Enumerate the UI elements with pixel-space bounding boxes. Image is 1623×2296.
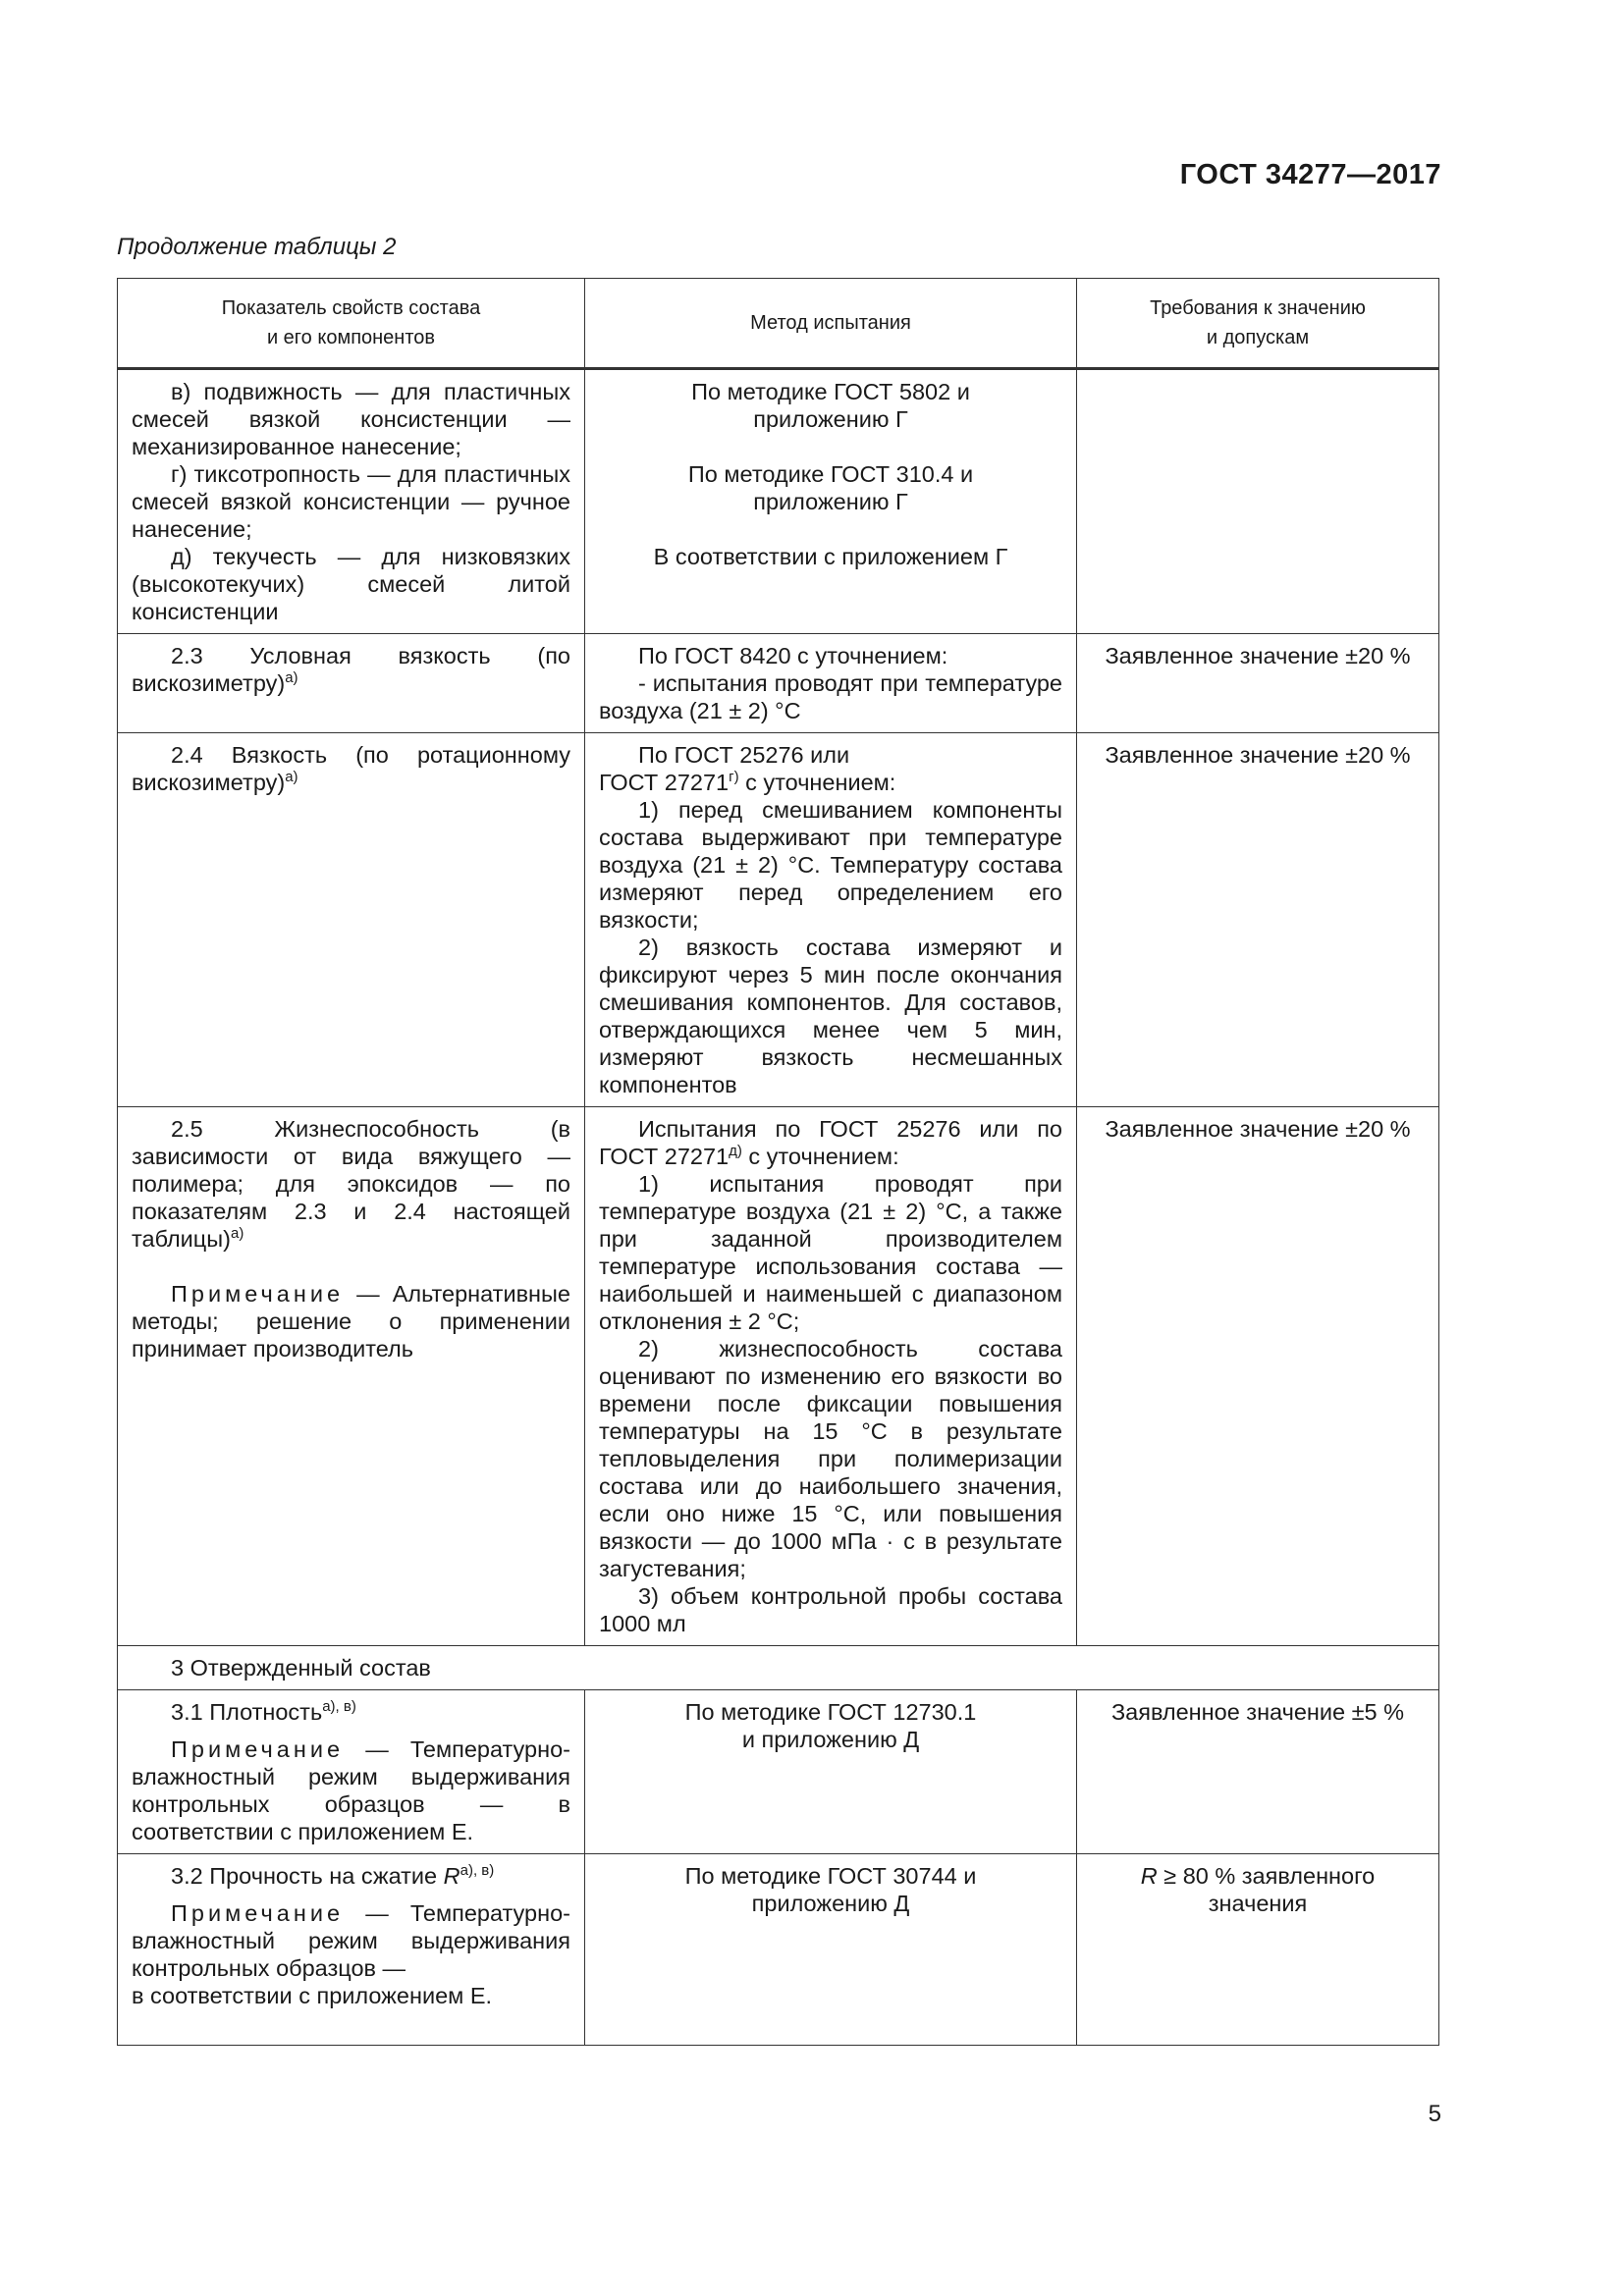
method-cell bbox=[585, 733, 1077, 1107]
header-requirements-line-1: Требования к значению bbox=[1150, 297, 1366, 319]
footnote-ref: а) bbox=[285, 769, 298, 786]
requirement-3-2-var: R bbox=[1140, 1863, 1158, 1889]
table-header-row bbox=[118, 279, 1439, 369]
method-2-5-step-1: 1) испытания проводят при температуре воздуха (21 ± 2) °С, а также при заданной производителем температуре использования состава — наибольшей и наименьшей с диапазоном отклонения ± 2 °С; bbox=[599, 1171, 1062, 1334]
table-row bbox=[118, 634, 1439, 733]
method-g-line-1: По методике ГОСТ 310.4 и bbox=[687, 461, 974, 487]
header-indicator-line-1: Показатель свойств состава bbox=[221, 297, 481, 319]
indicator-2-5 bbox=[132, 1115, 570, 1253]
indicator-2-5-text: 2.5 Жизнеспособность (в зависимости от вида вяжущего — полимера; для эпоксидов — по показателям 2.3 и 2.4 настоящей таблицы) bbox=[132, 1116, 570, 1252]
method-2-5-step-3: 3) объем контрольной пробы состава 1000 мл bbox=[599, 1583, 1062, 1636]
note-text: — Температурно-влажностный режим выдерживания контрольных образцов — bbox=[132, 1900, 570, 1981]
section-title-cell bbox=[118, 1646, 1439, 1690]
method-2-3-line-1: По ГОСТ 8420 с уточнением: bbox=[638, 643, 948, 668]
note-text: — Альтернативные методы; решение о применении принимает производитель bbox=[132, 1281, 570, 1362]
method-2-4-line-2 bbox=[599, 769, 1062, 796]
method-v-line-2: приложению Г bbox=[753, 406, 908, 432]
indicator-2-3 bbox=[132, 642, 570, 697]
method-2-5-step-2: 2) жизнеспособность состава оценивают по изменению его вязкости во времени после фиксации повышения температуры на 15 °С в результате тепловыделения при полимеризации состава или до наибольшего значения, если оно ниже 15 °С, или повышения вязкости — до 1000 мПа · с в результате загустевания; bbox=[599, 1336, 1062, 1581]
table-row bbox=[118, 1690, 1439, 1854]
footnote-ref: а), в) bbox=[460, 1862, 495, 1880]
method-g-line-2: приложению Г bbox=[753, 489, 908, 514]
requirements-table bbox=[117, 278, 1439, 2046]
header-method: Метод испытания bbox=[585, 279, 1077, 369]
indicator-cell bbox=[118, 634, 585, 733]
method-cell bbox=[585, 369, 1077, 634]
item-v: в) подвижность — для пластичных смесей вязкой консистенции — механизированное нанесение; bbox=[132, 379, 570, 459]
method-3-2-line-2: приложению Д bbox=[751, 1891, 910, 1916]
table-caption: Продолжение таблицы 2 bbox=[117, 234, 397, 260]
method-v-line-1: По методике ГОСТ 5802 и bbox=[691, 379, 970, 404]
method-3-2-line-1: По методике ГОСТ 30744 и bbox=[684, 1863, 977, 1889]
table-row bbox=[118, 1854, 1439, 2046]
method-2-3-line-2: - испытания проводят при температуре воздуха (21 ± 2) °С bbox=[599, 670, 1062, 723]
indicator-3-1-text: 3.1 Плотность bbox=[171, 1699, 323, 1725]
note-2-5 bbox=[132, 1280, 570, 1362]
document-code: ГОСТ 34277—2017 bbox=[1179, 159, 1441, 190]
indicator-cell bbox=[118, 1690, 585, 1854]
footnote-ref: а) bbox=[285, 669, 298, 687]
indicator-cell bbox=[118, 1107, 585, 1646]
method-cell bbox=[585, 1854, 1077, 2046]
method-d: В соответствии с приложением Г bbox=[653, 544, 1008, 569]
method-2-4-gost: ГОСТ 27271 bbox=[599, 770, 730, 795]
method-3-1-line-1: По методике ГОСТ 12730.1 bbox=[684, 1699, 977, 1725]
header-requirements-line-2: и допускам bbox=[1206, 327, 1310, 348]
indicator-cell bbox=[118, 369, 585, 634]
method-3-1-line-2: и приложению Д bbox=[741, 1727, 920, 1752]
item-g: г) тиксотропность — для пластичных смесей вязкой консистенции — ручное нанесение; bbox=[132, 461, 570, 542]
method-cell bbox=[585, 1690, 1077, 1854]
table-row bbox=[118, 369, 1439, 634]
note-label: Примечание bbox=[171, 1281, 345, 1307]
method-2-4-suffix: с уточнением: bbox=[738, 770, 896, 795]
page-number: 5 bbox=[1428, 2101, 1441, 2127]
indicator-3-2-text: 3.2 Прочность на сжатие bbox=[171, 1863, 444, 1889]
requirement-cell bbox=[1077, 1854, 1439, 2046]
footnote-ref: д) bbox=[729, 1143, 742, 1160]
method-2-4-step-1: 1) перед смешиванием компоненты состава выдерживают при температуре воздуха (21 ± 2) °С. Температуру состава измеряют перед определением его вязкости; bbox=[599, 797, 1062, 933]
requirement-cell bbox=[1077, 369, 1439, 634]
indicator-2-3-text: 2.3 Условная вязкость (по вискозиметру) bbox=[132, 643, 570, 696]
note-text: — Температурно-влажностный режим выдерживания контрольных образцов — в соответствии с приложением Е. bbox=[132, 1736, 570, 1844]
requirement-3-2-text: ≥ 80 % заявленного bbox=[1157, 1863, 1376, 1889]
requirement-3-2-line-1 bbox=[1091, 1862, 1425, 1890]
item-d: д) текучесть — для низковязких (высокотекучих) смесей литой консистенции bbox=[132, 544, 570, 624]
requirement-cell: Заявленное значение ±20 % bbox=[1077, 634, 1439, 733]
footnote-ref: а), в) bbox=[322, 1698, 356, 1716]
note-label: Примечание bbox=[171, 1736, 345, 1762]
indicator-3-2-var: R bbox=[443, 1863, 460, 1889]
method-2-5-line-1 bbox=[599, 1115, 1062, 1170]
header-indicator bbox=[118, 279, 585, 369]
table-row bbox=[118, 733, 1439, 1107]
method-cell bbox=[585, 1107, 1077, 1646]
indicator-3-2 bbox=[132, 1862, 570, 1890]
note-3-2-cont: в соответствии с приложением Е. bbox=[132, 1983, 493, 2008]
header-indicator-line-2: и его компонентов bbox=[266, 327, 436, 348]
table-row bbox=[118, 1107, 1439, 1646]
method-2-4-line-1: По ГОСТ 25276 или bbox=[638, 742, 850, 768]
method-2-5-suffix: с уточнением: bbox=[741, 1144, 899, 1169]
footnote-ref: г) bbox=[729, 769, 739, 786]
note-label: Примечание bbox=[171, 1900, 345, 1926]
header-requirements bbox=[1077, 279, 1439, 369]
note-3-2 bbox=[132, 1899, 570, 1982]
requirement-cell: Заявленное значение ±20 % bbox=[1077, 733, 1439, 1107]
table-section-row bbox=[118, 1646, 1439, 1690]
requirement-cell: Заявленное значение ±5 % bbox=[1077, 1690, 1439, 1854]
indicator-cell bbox=[118, 1854, 585, 2046]
method-2-5-gost: Испытания по ГОСТ 25276 или по ГОСТ 27271 bbox=[599, 1116, 1062, 1169]
requirement-cell: Заявленное значение ±20 % bbox=[1077, 1107, 1439, 1646]
method-cell bbox=[585, 634, 1077, 733]
note-3-1 bbox=[132, 1735, 570, 1845]
indicator-3-1 bbox=[132, 1698, 570, 1726]
footnote-ref: а) bbox=[231, 1225, 244, 1243]
indicator-2-4-text: 2.4 Вязкость (по ротационному вискозиметру) bbox=[132, 742, 570, 795]
requirement-3-2-line-2: значения bbox=[1208, 1891, 1308, 1916]
indicator-cell bbox=[118, 733, 585, 1107]
indicator-2-4 bbox=[132, 741, 570, 796]
section-3-title: 3 Отвержденный состав bbox=[171, 1655, 431, 1681]
method-2-4-step-2: 2) вязкость состава измеряют и фиксируют через 5 мин после окончания смешивания компонентов. Для составов, отверждающихся менее чем 5 мин, измеряют вязкость несмешанных компонентов bbox=[599, 934, 1062, 1097]
